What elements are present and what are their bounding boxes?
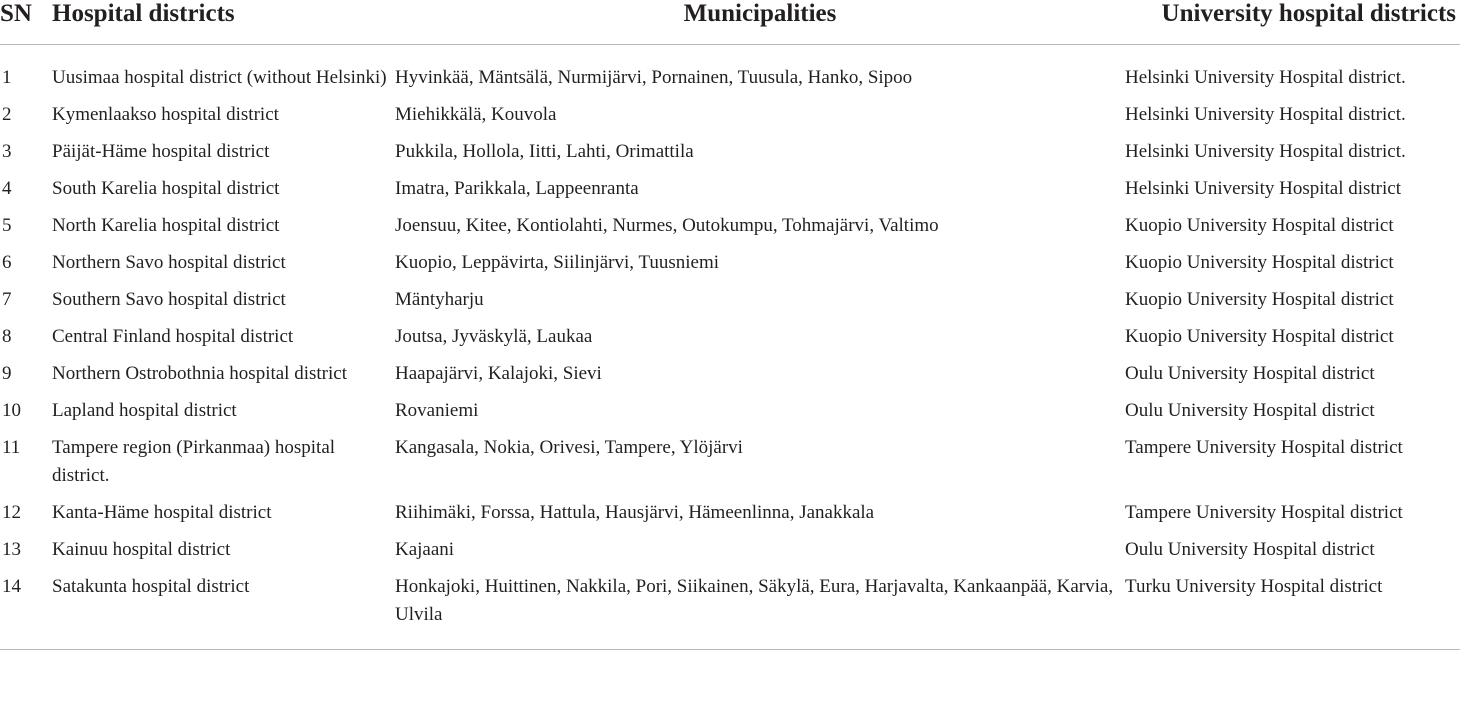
table-row — [0, 45, 1460, 102]
table-row — [0, 397, 1460, 434]
table-body — [0, 45, 1460, 650]
cell-hospital-district: Northern Ostrobothnia hospital district — [52, 363, 347, 384]
cell-sn: 9 — [2, 363, 12, 384]
cell-hospital-district: South Karelia hospital district — [52, 178, 280, 199]
cell-university-hospital-district: Helsinki University Hospital district — [1125, 178, 1402, 199]
cell-university-hospital-district: Kuopio University Hospital district — [1125, 252, 1394, 273]
table-row — [0, 175, 1460, 212]
cell-municipalities: Joutsa, Jyväskylä, Laukaa — [395, 326, 593, 347]
cell-municipalities: Pukkila, Hollola, Iitti, Lahti, Orimattila — [395, 141, 694, 162]
cell-hospital-district: Kymenlaakso hospital district — [52, 104, 279, 125]
cell-hospital-district: North Karelia hospital district — [52, 215, 280, 236]
cell-sn: 12 — [2, 502, 21, 523]
cell-hospital-district: Kanta-Häme hospital district — [52, 502, 272, 523]
cell-hospital-district: Northern Savo hospital district — [52, 252, 286, 273]
cell-university-hospital-district: Kuopio University Hospital district — [1125, 326, 1394, 347]
cell-sn: 3 — [2, 141, 12, 162]
cell-university-hospital-district: Helsinki University Hospital district. — [1125, 67, 1406, 88]
cell-sn: 7 — [2, 289, 12, 310]
cell-municipalities: Kangasala, Nokia, Orivesi, Tampere, Ylöjärvi — [395, 437, 743, 458]
cell-municipalities: Riihimäki, Forssa, Hattula, Hausjärvi, Hämeenlinna, Janakkala — [395, 502, 875, 523]
header-sn: SN — [0, 0, 52, 45]
table-row — [0, 249, 1460, 286]
header-municipalities: Municipalities — [395, 0, 1125, 45]
table-row — [0, 573, 1460, 650]
cell-hospital-district: Lapland hospital district — [52, 400, 237, 421]
cell-university-hospital-district: Kuopio University Hospital district — [1125, 215, 1394, 236]
cell-municipalities: Hyvinkää, Mäntsälä, Nurmijärvi, Pornainen, Tuusula, Hanko, Sipoo — [395, 67, 913, 88]
cell-municipalities: Rovaniemi — [395, 400, 479, 421]
cell-university-hospital-district: Helsinki University Hospital district. — [1125, 104, 1406, 125]
table-row — [0, 360, 1460, 397]
table-row — [0, 138, 1460, 175]
cell-hospital-district: Southern Savo hospital district — [52, 289, 286, 310]
cell-sn: 1 — [2, 67, 12, 88]
cell-municipalities: Mäntyharju — [395, 289, 484, 310]
table-row — [0, 323, 1460, 360]
header-university-hospital-districts: University hospital districts — [1125, 0, 1460, 45]
cell-municipalities: Joensuu, Kitee, Kontiolahti, Nurmes, Outokumpu, Tohmajärvi, Valtimo — [395, 215, 939, 236]
cell-university-hospital-district: Oulu University Hospital district — [1125, 363, 1375, 384]
cell-sn: 14 — [2, 576, 21, 597]
cell-sn: 2 — [2, 104, 12, 125]
header-hospital-districts: Hospital districts — [52, 0, 395, 45]
cell-sn: 6 — [2, 252, 12, 273]
cell-hospital-district: Tampere region (Pirkanmaa) hospital district. — [52, 437, 336, 486]
cell-municipalities: Imatra, Parikkala, Lappeenranta — [395, 178, 639, 199]
cell-university-hospital-district: Turku University Hospital district — [1125, 576, 1383, 597]
table-row — [0, 499, 1460, 536]
cell-university-hospital-district: Kuopio University Hospital district — [1125, 289, 1394, 310]
cell-sn: 8 — [2, 326, 12, 347]
cell-sn: 5 — [2, 215, 12, 236]
cell-hospital-district: Central Finland hospital district — [52, 326, 294, 347]
cell-hospital-district: Päijät-Häme hospital district — [52, 141, 270, 162]
cell-university-hospital-district: Tampere University Hospital district — [1125, 437, 1403, 458]
table-row — [0, 536, 1460, 573]
cell-municipalities: Honkajoki, Huittinen, Nakkila, Pori, Siikainen, Säkylä, Eura, Harjavalta, Kankaanpää, Karvia, Ulvila — [395, 576, 1114, 625]
cell-university-hospital-district: Oulu University Hospital district — [1125, 400, 1375, 421]
cell-university-hospital-district: Tampere University Hospital district — [1125, 502, 1403, 523]
cell-hospital-district: Uusimaa hospital district (without Helsinki) — [52, 67, 387, 88]
cell-hospital-district: Kainuu hospital district — [52, 539, 231, 560]
table-row — [0, 101, 1460, 138]
cell-university-hospital-district: Oulu University Hospital district — [1125, 539, 1375, 560]
cell-sn: 11 — [2, 437, 21, 458]
table-header — [0, 0, 1460, 45]
cell-municipalities: Haapajärvi, Kalajoki, Sievi — [395, 363, 602, 384]
table-row — [0, 434, 1460, 499]
header-row — [0, 0, 1460, 45]
cell-university-hospital-district: Helsinki University Hospital district. — [1125, 141, 1406, 162]
cell-hospital-district: Satakunta hospital district — [52, 576, 250, 597]
table-row — [0, 286, 1460, 323]
cell-sn: 10 — [2, 400, 21, 421]
cell-municipalities: Miehikkälä, Kouvola — [395, 104, 557, 125]
cell-sn: 13 — [2, 539, 21, 560]
cell-municipalities: Kajaani — [395, 539, 455, 560]
table-row — [0, 212, 1460, 249]
cell-municipalities: Kuopio, Leppävirta, Siilinjärvi, Tuusniemi — [395, 252, 720, 273]
cell-sn: 4 — [2, 178, 12, 199]
